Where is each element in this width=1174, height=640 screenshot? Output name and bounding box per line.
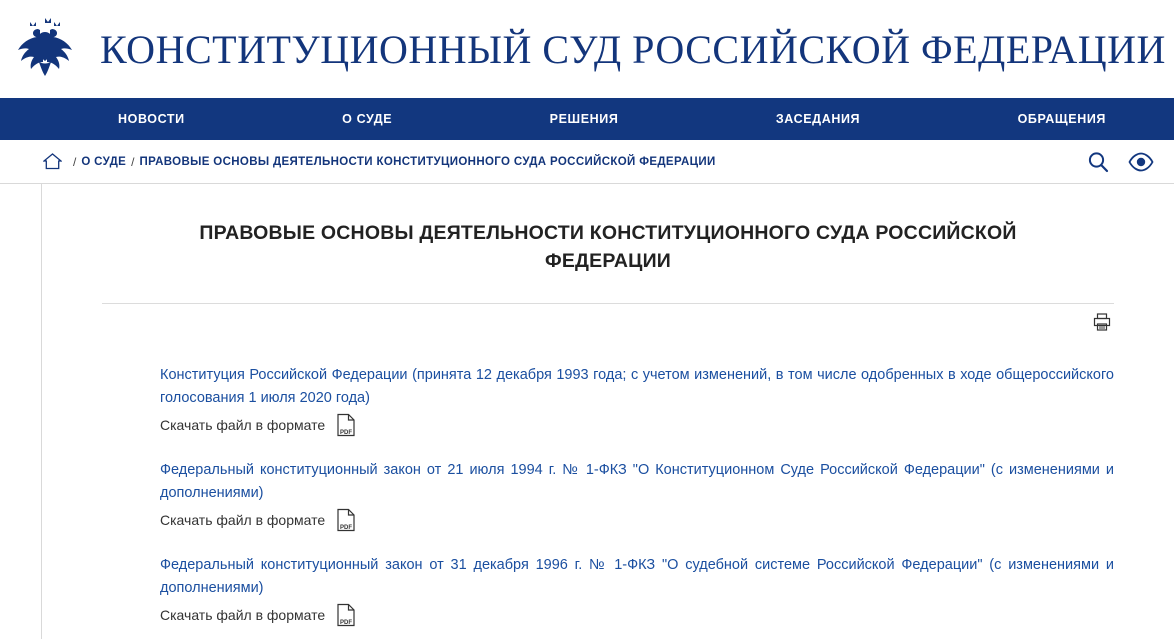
document-link[interactable]: Федеральный конституционный закон от 21 июля 1994 г. № 1-ФКЗ "О Конституционном Суде Российской Федерации" (с изменениями и дополнениями) <box>160 462 1114 501</box>
download-label: Скачать файл в формате <box>160 512 326 529</box>
search-icon[interactable] <box>1086 150 1110 174</box>
nav-item-appeals[interactable]: ОБРАЩЕНИЯ <box>1017 112 1107 126</box>
printer-icon[interactable] <box>1092 312 1112 332</box>
list-item <box>160 554 1114 627</box>
document-link[interactable]: Федеральный конституционный закон от 31 декабря 1996 г. № 1-ФКЗ "О судебной системе Российской Федерации" (с изменениями и дополнениями) <box>160 557 1114 596</box>
home-icon[interactable] <box>42 153 62 171</box>
document-link[interactable]: Конституция Российской Федерации (принята 12 декабря 1993 года; с учетом изменений, в том числе одобренных в ходе общероссийского голосования 1 июля 2020 года) <box>160 367 1114 406</box>
pdf-file-icon[interactable] <box>335 603 357 627</box>
download-row <box>160 413 1114 437</box>
breadcrumb-item-about-court[interactable]: О СУДЕ <box>81 155 127 168</box>
list-item <box>160 364 1114 437</box>
download-row <box>160 508 1114 532</box>
page-title: ПРАВОВЫЕ ОСНОВЫ ДЕЯТЕЛЬНОСТИ КОНСТИТУЦИОННОГО СУДА РОССИЙСКОЙ ФЕДЕРАЦИИ <box>199 222 1017 272</box>
nav-item-news[interactable]: НОВОСТИ <box>118 112 185 126</box>
svg-text:PDF: PDF <box>340 430 353 437</box>
breadcrumb <box>0 140 1174 184</box>
breadcrumb-separator: / <box>73 154 77 169</box>
svg-text:PDF: PDF <box>340 525 353 532</box>
download-label: Скачать файл в формате <box>160 607 326 624</box>
nav-item-decisions[interactable]: РЕШЕНИЯ <box>549 112 619 126</box>
nav-item-sessions[interactable]: ЗАСЕДАНИЯ <box>775 112 861 126</box>
print-row <box>102 304 1114 332</box>
document-list <box>102 364 1114 627</box>
left-rail <box>0 184 42 639</box>
download-row <box>160 603 1114 627</box>
list-item <box>160 459 1114 532</box>
download-label: Скачать файл в формате <box>160 417 326 434</box>
breadcrumb-item-current[interactable]: ПРАВОВЫЕ ОСНОВЫ ДЕЯТЕЛЬНОСТИ КОНСТИТУЦИОННОГО СУДА РОССИЙСКОЙ ФЕДЕРАЦИИ <box>139 155 716 168</box>
nav-item-about-court[interactable]: О СУДЕ <box>342 112 393 126</box>
site-header <box>0 0 1174 98</box>
svg-text:PDF: PDF <box>340 620 353 627</box>
pdf-file-icon[interactable] <box>335 508 357 532</box>
content-area <box>0 184 1174 639</box>
eye-icon[interactable] <box>1128 152 1154 172</box>
pdf-file-icon[interactable] <box>335 413 357 437</box>
double-headed-eagle-emblem-icon <box>6 10 84 88</box>
breadcrumb-separator: / <box>131 154 135 169</box>
site-title: КОНСТИТУЦИОННЫЙ СУД РОССИЙСКОЙ ФЕДЕРАЦИИ <box>100 26 1166 72</box>
main-navigation <box>0 98 1174 140</box>
breadcrumb-tools <box>1086 150 1154 174</box>
main-column <box>42 184 1174 639</box>
